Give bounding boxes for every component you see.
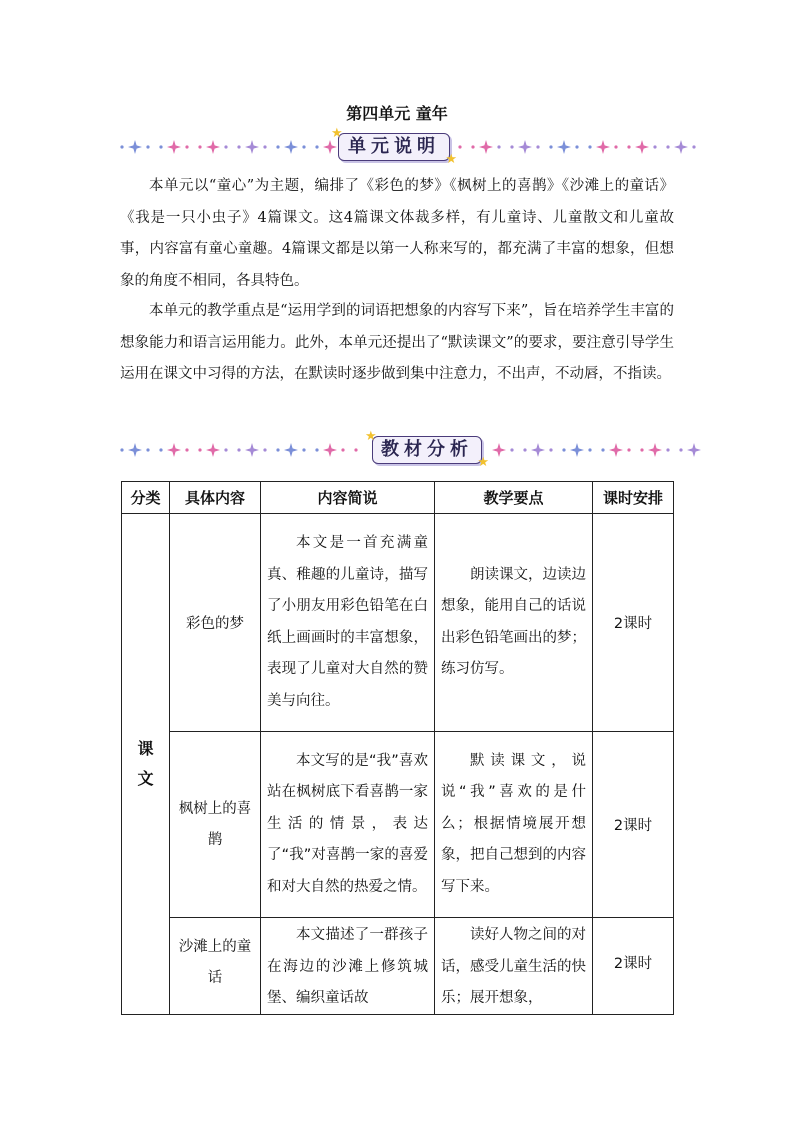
- header-points: 教学要点: [435, 482, 593, 514]
- sparkle-dot-icon: [159, 448, 162, 451]
- summary-text: 本文写的是“我”喜欢站在枫树底下看喜鹊一家生活的情景，表达了“我”对喜鹊一家的喜爱和对大自然的热爱之情。: [267, 752, 428, 895]
- header-content: 具体内容: [170, 482, 261, 514]
- section-banner-unit-intro: [118, 126, 704, 167]
- star-icon: ★: [331, 126, 343, 141]
- sparkle-dot-icon: [159, 145, 162, 148]
- header-summary: 内容简说: [261, 482, 435, 514]
- sparkle-dot-icon: [627, 145, 630, 148]
- sparkle-dot-icon: [588, 145, 591, 148]
- star-icon: ★: [477, 455, 489, 470]
- sparkle-dot-icon: [302, 145, 305, 148]
- sparkle-dot-icon: [614, 145, 617, 148]
- sparkle-star-icon: [284, 140, 298, 154]
- sparkle-dot-icon: [653, 145, 656, 148]
- content-text: 枫树上的喜鹊: [178, 800, 252, 848]
- sparkle-star-icon: [206, 443, 220, 457]
- points-text: 默读课文，说说“我”喜欢的是什么；根据情境展开想象，把自己想到的内容写下来。: [441, 752, 586, 895]
- sparkle-dot-icon: [354, 448, 357, 451]
- sparkle-dot-icon: [224, 448, 227, 451]
- sparkle-dot-icon: [276, 145, 279, 148]
- sparkle-dot-icon: [549, 448, 552, 451]
- sparkle-dot-icon: [666, 448, 669, 451]
- sparkle-dot-icon: [315, 145, 318, 148]
- sparkle-dot-icon: [120, 145, 123, 148]
- sparkle-dot-icon: [562, 448, 565, 451]
- summary-text: 本文是一首充满童真、稚趣的儿童诗，描写了小朋友用彩色铅笔在白纸上画画时的丰富想象，表现了儿童对大自然的赞美与向往。: [267, 535, 428, 709]
- sparkle-star-icon: [531, 443, 545, 457]
- sparkle-dot-icon: [627, 448, 630, 451]
- sparkle-dot-icon: [341, 448, 344, 451]
- summary-text: 本文描述了一群孩子在海边的沙滩上修筑城堡、编织童话故: [267, 927, 428, 1006]
- hours-cell: 2课时: [593, 514, 674, 732]
- points-text: 读好人物之间的对话，感受儿童生活的快乐；展开想象，: [441, 927, 586, 1006]
- table-row: [122, 918, 674, 1015]
- page-title: 第四单元 童年: [346, 104, 448, 123]
- sparkle-star-icon: [245, 443, 259, 457]
- sparkle-dot-icon: [185, 145, 188, 148]
- sparkle-star-icon: [245, 140, 259, 154]
- section-banner-analysis: [118, 429, 704, 470]
- sparkle-dot-icon: [601, 448, 604, 451]
- star-icon: ★: [445, 152, 457, 167]
- sparkle-dot-icon: [315, 448, 318, 451]
- sparkle-star-icon: [492, 443, 506, 457]
- sparkle-dot-icon: [146, 448, 149, 451]
- header-hours: 课时安排: [593, 482, 674, 514]
- sparkle-star-icon: [596, 140, 610, 154]
- sparkle-dot-icon: [549, 145, 552, 148]
- sparkle-dot-icon: [679, 448, 682, 451]
- sparkle-star-icon: [128, 140, 142, 154]
- sparkle-dot-icon: [640, 448, 643, 451]
- sparkle-dot-icon: [510, 145, 513, 148]
- table-row: [122, 732, 674, 918]
- sparkle-dot-icon: [263, 448, 266, 451]
- sparkle-star-icon: [206, 140, 220, 154]
- sparkle-dot-icon: [198, 145, 201, 148]
- sparkle-dot-icon: [276, 448, 279, 451]
- sparkle-star-icon: [167, 443, 181, 457]
- sparkle-dot-icon: [185, 448, 188, 451]
- sparkle-dot-icon: [224, 145, 227, 148]
- sparkle-star-icon: [609, 443, 623, 457]
- star-icon: ★: [365, 429, 377, 444]
- table-header-row: [122, 482, 674, 514]
- summary-cell: [261, 918, 435, 1015]
- summary-cell: [261, 514, 435, 732]
- sparkle-dot-icon: [471, 145, 474, 148]
- sparkle-dot-icon: [666, 145, 669, 148]
- sparkle-star-icon: [674, 140, 688, 154]
- analysis-table: [121, 481, 674, 1015]
- table-row: [122, 514, 674, 732]
- sparkle-star-icon: [635, 140, 649, 154]
- sparkle-star-icon: [518, 140, 532, 154]
- sparkle-dot-icon: [692, 145, 695, 148]
- sparkle-dot-icon: [302, 448, 305, 451]
- sparkle-star-icon: [557, 140, 571, 154]
- header-category: 分类: [122, 482, 170, 514]
- sparkle-dot-icon: [510, 448, 513, 451]
- intro-paragraph-2: 本单元的教学重点是“运用学到的词语把想象的内容写下来”，旨在培养学生丰富的想象能力和语言运用能力。此外，本单元还提出了“默读课文”的要求，要注意引导学生运用在课文中习得的方法，在默读时逐步做到集中注意力，不出声，不动唇，不指读。: [120, 303, 674, 382]
- hours-cell: 2课时: [593, 732, 674, 918]
- sparkle-star-icon: [570, 443, 584, 457]
- sparkle-dot-icon: [497, 145, 500, 148]
- sparkle-dot-icon: [263, 145, 266, 148]
- content-cell: [170, 732, 261, 918]
- sparkle-star-icon: [323, 140, 337, 154]
- points-cell: [435, 918, 593, 1015]
- sparkle-dot-icon: [146, 145, 149, 148]
- sparkle-dot-icon: [536, 145, 539, 148]
- sparkle-dot-icon: [575, 145, 578, 148]
- sparkle-star-icon: [167, 140, 181, 154]
- sparkle-dot-icon: [120, 448, 123, 451]
- sparkle-dot-icon: [588, 448, 591, 451]
- intro-paragraph-1: 本单元以“童心”为主题，编排了《彩色的梦》《枫树上的喜鹊》《沙滩上的童话》《我是一只小虫子》4篇课文。这4篇课文体裁多样，有儿童诗、儿童散文和儿童故事，内容富有童心童趣。4篇课文都是以第一人称来写的，都充满了丰富的想象，但想象的角度不相同，各具特色。: [120, 178, 674, 289]
- sparkle-star-icon: [687, 443, 701, 457]
- content-cell: 彩色的梦: [170, 514, 261, 732]
- sparkle-star-icon: [284, 443, 298, 457]
- sparkle-dot-icon: [458, 145, 461, 148]
- summary-cell: [261, 732, 435, 918]
- sparkle-star-icon: [479, 140, 493, 154]
- sparkle-star-icon: [648, 443, 662, 457]
- content-text: 沙滩上的童话: [178, 939, 252, 986]
- points-cell: [435, 514, 593, 732]
- category-cell: [122, 514, 170, 1015]
- sparkle-dot-icon: [198, 448, 201, 451]
- section-badge-unit-intro: [331, 126, 457, 167]
- category-label: 课文: [137, 739, 154, 788]
- section-badge-analysis: [365, 429, 489, 470]
- points-text: 朗读课文，边读边想象，能用自己的话说出彩色铅笔画出的梦；练习仿写。: [441, 566, 586, 677]
- sparkle-star-icon: [128, 443, 142, 457]
- section-label-unit-intro: 单元说明: [348, 136, 440, 157]
- sparkle-dot-icon: [237, 448, 240, 451]
- points-cell: [435, 732, 593, 918]
- sparkle-dot-icon: [237, 145, 240, 148]
- section-label-analysis: 教材分析: [381, 439, 473, 460]
- hours-cell: 2课时: [593, 918, 674, 1015]
- sparkle-dot-icon: [523, 448, 526, 451]
- sparkle-star-icon: [323, 443, 337, 457]
- content-cell: [170, 918, 261, 1015]
